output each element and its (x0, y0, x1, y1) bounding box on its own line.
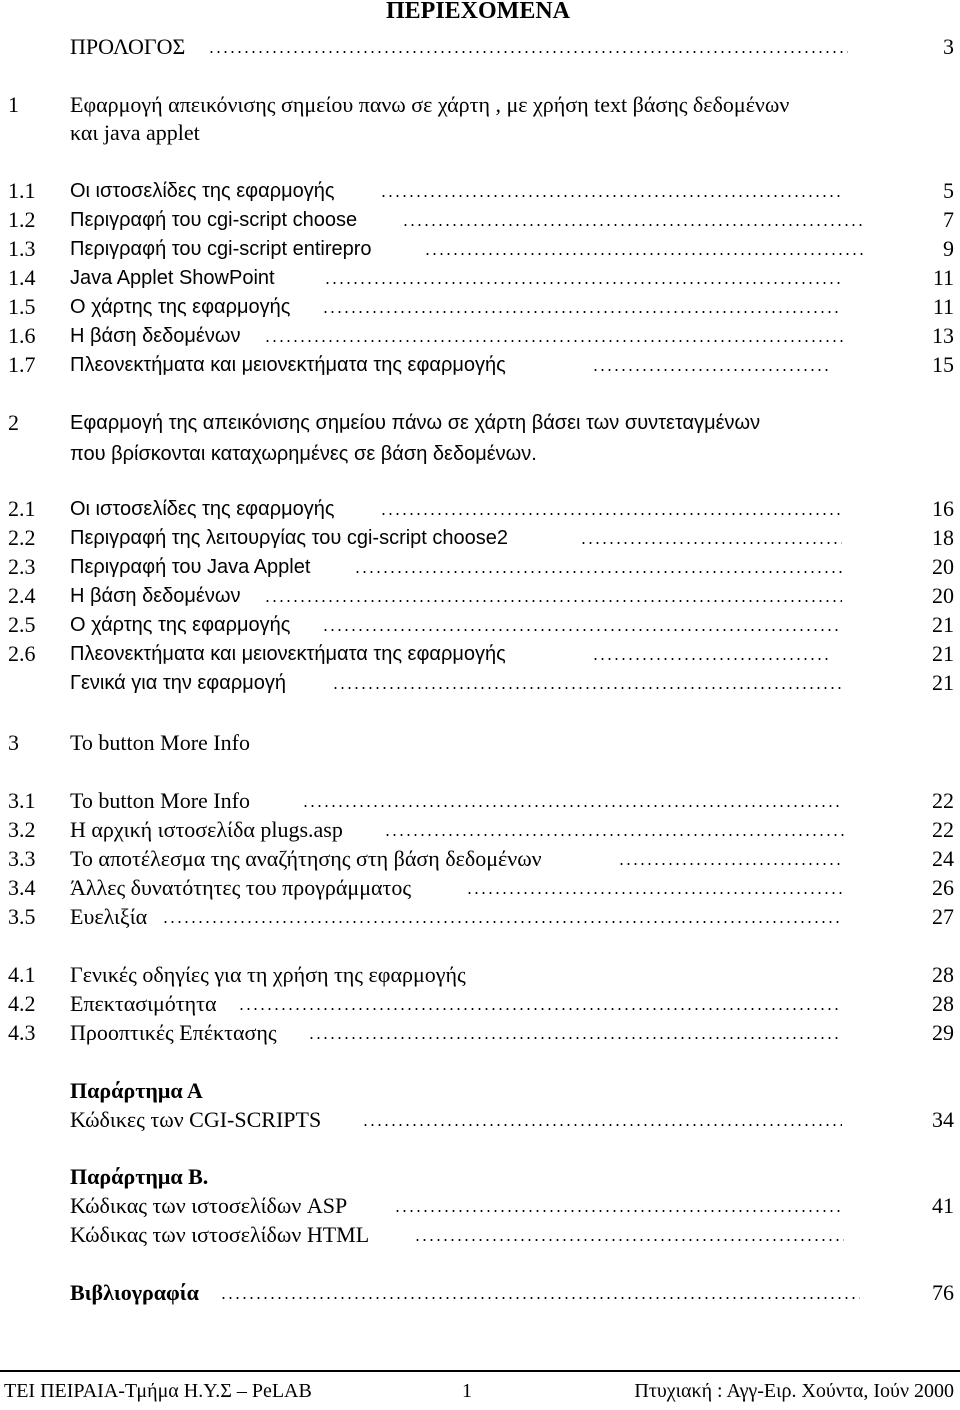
toc-entry[interactable] (0, 321, 960, 351)
chapter-number: 2 (8, 410, 19, 435)
toc-entry-title: Περιγραφή του cgi-script choose (70, 209, 358, 231)
toc-page-number: 21 (932, 641, 954, 666)
toc-entry-title: Βιβλιογραφία (70, 1280, 199, 1305)
leader-dots (580, 542, 842, 544)
toc-page-number: 34 (932, 1107, 954, 1132)
leader-dots (402, 224, 862, 226)
toc-page-number: 3 (943, 34, 954, 59)
toc-page-number: 11 (932, 294, 954, 319)
leader-dots (324, 282, 844, 284)
toc-entry-title: Το button More Info (70, 788, 250, 813)
chapter-number: 3 (8, 730, 19, 755)
toc-entry[interactable] (0, 552, 960, 582)
chapter-heading-2-cont (0, 439, 960, 469)
toc-entry-title: Ευελιξία (70, 904, 148, 929)
appendix-b-heading[interactable] (0, 1162, 960, 1192)
toc-entry-title: Κώδικες των CGI-SCRIPTS (70, 1107, 322, 1132)
toc-page-number: 29 (932, 1020, 954, 1045)
toc-entry-number: 1.7 (8, 352, 36, 377)
toc-page-number: 27 (932, 904, 954, 929)
chapter-title: Εφαρμογή απεικόνισης σημείου πανω σε χάρτη , με χρήση text βάσης δεδομένων (70, 92, 790, 117)
toc-entry-number: 2.2 (8, 525, 36, 550)
toc-entry-number: 3.3 (8, 846, 36, 871)
leader-dots (264, 340, 844, 342)
toc-page-number: 21 (932, 612, 954, 637)
toc-page-number: 26 (932, 875, 954, 900)
toc-entry[interactable] (0, 786, 960, 816)
leader-dots (384, 834, 844, 836)
leader-dots (162, 921, 842, 923)
toc-entry-number: 2.6 (8, 641, 36, 666)
toc-entry-title: Πλεονεκτήματα και μειονεκτήματα της εφαρμογής (70, 643, 506, 665)
toc-entry-number: 1.3 (8, 236, 36, 261)
toc-entry-title: Ο χάρτης της εφαρμογής (70, 296, 291, 318)
toc-page-number: 76 (932, 1280, 954, 1305)
toc-page-number: 22 (932, 788, 954, 813)
toc-entry-number: 2.4 (8, 583, 36, 608)
toc-bibliography[interactable] (0, 1278, 960, 1308)
page-title: ΠΕΡΙΕΧΟΜΕΝΑ (385, 0, 570, 24)
toc-page-number: 9 (943, 236, 954, 261)
toc-entry-number: 1.6 (8, 323, 36, 348)
leader-dots (414, 1239, 844, 1241)
toc-entry-title: Επεκτασιμότητα (70, 991, 217, 1016)
toc-entry-number: 3.1 (8, 788, 36, 813)
toc-entry-title: Ο χάρτης της εφαρμογής (70, 614, 291, 636)
toc-entry[interactable] (0, 1105, 960, 1135)
toc-entry-title: Περιγραφή της λειτουργίας του cgi-script choose2 (70, 527, 509, 549)
toc-entry-title: Άλλες δυνατότητες του προγράμματος (70, 875, 412, 900)
chapter-title-cont: που βρίσκονται καταχωρημένες σε βάση δεδομένων. (70, 443, 537, 465)
toc-entry[interactable] (0, 873, 960, 903)
leader-dots (302, 805, 842, 807)
chapter-title-cont: και java applet (70, 120, 200, 145)
toc-page-number: 21 (932, 670, 954, 695)
toc-page-number: 20 (932, 583, 954, 608)
toc-entry[interactable] (0, 610, 960, 640)
toc-entry-title: Γενικές οδηγίες για τη χρήση της εφαρμογής (70, 962, 466, 987)
toc-entry-title: Περιγραφή του cgi-script entirepro (70, 238, 372, 260)
toc-entry[interactable] (0, 1220, 960, 1250)
page-footer (0, 1370, 960, 1410)
chapter-heading-3[interactable] (0, 728, 960, 758)
leader-dots (332, 687, 842, 689)
toc-entry-title: Πλεονεκτήματα και μειονεκτήματα της εφαρμογής (70, 354, 506, 376)
appendix-a-heading[interactable] (0, 1076, 960, 1106)
toc-entry-number: 1.1 (8, 178, 36, 203)
toc-entry[interactable] (0, 668, 960, 698)
toc-page-number: 28 (932, 991, 954, 1016)
toc-entry-title: Το αποτέλεσμα της αναζήτησης στη βάση δεδομένων (70, 846, 542, 871)
leader-dots (322, 629, 842, 631)
footer-page-number: 1 (462, 1380, 472, 1402)
toc-entry-number: 2.1 (8, 496, 36, 521)
toc-prologue-label: ΠΡΟΛΟΓΟΣ (70, 34, 186, 59)
toc-entry-title: Οι ιστοσελίδες της εφαρμογής (70, 180, 335, 202)
toc-entry[interactable] (0, 205, 960, 235)
toc-entry[interactable] (0, 902, 960, 932)
toc-page-number: 24 (932, 846, 954, 871)
leader-dots (380, 195, 840, 197)
toc-entry-number: 3.4 (8, 875, 36, 900)
toc-page-number: 5 (943, 178, 954, 203)
chapter-heading-1-cont (0, 118, 960, 148)
toc-page-number: 7 (943, 207, 954, 232)
toc-entry-number: 1.5 (8, 294, 36, 319)
chapter-heading-2[interactable] (0, 408, 960, 438)
toc-page-number: 41 (932, 1193, 954, 1218)
leader-dots (208, 51, 848, 53)
toc-entry[interactable] (0, 263, 960, 293)
toc-entry-number: 2.3 (8, 554, 36, 579)
toc-page-number: 18 (932, 525, 954, 550)
toc-entry-number: 2.5 (8, 612, 36, 637)
leader-dots (238, 1008, 842, 1010)
toc-entry-title: Προοπτικές Επέκτασης (70, 1020, 277, 1045)
chapter-title: Εφαρμογή της απεικόνισης σημείου πάνω σε χάρτη βάσει των συντεταγμένων (70, 412, 761, 434)
toc-entry[interactable] (0, 292, 960, 322)
toc-page-number: 13 (932, 323, 954, 348)
toc-entry-number: 4.2 (8, 991, 36, 1016)
toc-entry-number: 1.2 (8, 207, 36, 232)
toc-entry[interactable] (0, 581, 960, 611)
toc-page-number: 15 (932, 352, 954, 377)
toc-entry-title: Η αρχική ιστοσελίδα plugs.asp (70, 817, 343, 842)
leader-dots (354, 571, 844, 573)
toc-page-number: 22 (932, 817, 954, 842)
toc-entry[interactable] (0, 234, 960, 264)
toc-page-number: 16 (932, 496, 954, 521)
toc-entry-number: 4.3 (8, 1020, 36, 1045)
toc-entry-number: 1.4 (8, 265, 36, 290)
toc-entry[interactable] (0, 494, 960, 524)
toc-entry-number: 3.2 (8, 817, 36, 842)
toc-entry-number: 4.1 (8, 962, 36, 987)
toc-entry[interactable] (0, 639, 960, 669)
footer-left: ΤΕΙ ΠΕΙΡΑΙΑ-Τμήμα Η.Υ.Σ – PeLAB (4, 1380, 312, 1402)
leader-dots (592, 369, 832, 371)
leader-dots (220, 1297, 860, 1299)
toc-entry-title: Κώδικας των ιστοσελίδων ASP (70, 1193, 348, 1218)
toc-entry[interactable] (0, 176, 960, 206)
toc-entry-number: 3.5 (8, 904, 36, 929)
toc-entry-title: Κώδικας των ιστοσελίδων HTML (70, 1222, 370, 1247)
chapter-heading-1[interactable] (0, 90, 960, 120)
toc-page-number: 28 (932, 962, 954, 987)
leader-dots (362, 1124, 842, 1126)
toc-entry-title: Η βάση δεδομένων (70, 585, 241, 607)
toc-page-number: 11 (932, 265, 954, 290)
toc-entry[interactable] (0, 989, 960, 1019)
footer-right: Πτυχιακή : Αγγ-Ειρ. Χούντα, Ιούν 2000 (634, 1380, 954, 1402)
toc-entry[interactable] (0, 523, 960, 553)
toc-entry[interactable] (0, 1191, 960, 1221)
toc-entry-title: Η βάση δεδομένων (70, 325, 241, 347)
toc-entry[interactable] (0, 350, 960, 380)
toc-page-number: 20 (932, 554, 954, 579)
appendix-heading: Παράρτημα Β. (70, 1164, 209, 1189)
toc-entry[interactable] (0, 815, 960, 845)
leader-dots (308, 1037, 842, 1039)
leader-dots (264, 600, 842, 602)
toc-entry[interactable] (0, 1018, 960, 1048)
chapter-number: 1 (8, 92, 19, 117)
appendix-heading: Παράρτημα Α (70, 1078, 203, 1103)
toc-entry[interactable] (0, 844, 960, 874)
leader-dots (394, 1210, 842, 1212)
leader-dots (322, 311, 842, 313)
leader-dots (592, 658, 832, 660)
toc-entry-title: Περιγραφή του Java Applet (70, 556, 311, 578)
chapter-title: Το button More Info (70, 730, 250, 755)
leader-dots (380, 513, 840, 515)
toc-prologue[interactable] (0, 32, 960, 62)
toc-entry[interactable] (0, 960, 960, 990)
leader-dots (466, 892, 842, 894)
leader-dots (618, 863, 840, 865)
toc-entry-title: Java Applet ShowPoint (70, 267, 275, 289)
leader-dots (424, 253, 864, 255)
toc-entry-title: Γενικά για την εφαρμογή (70, 672, 286, 694)
toc-entry-title: Οι ιστοσελίδες της εφαρμογής (70, 498, 335, 520)
